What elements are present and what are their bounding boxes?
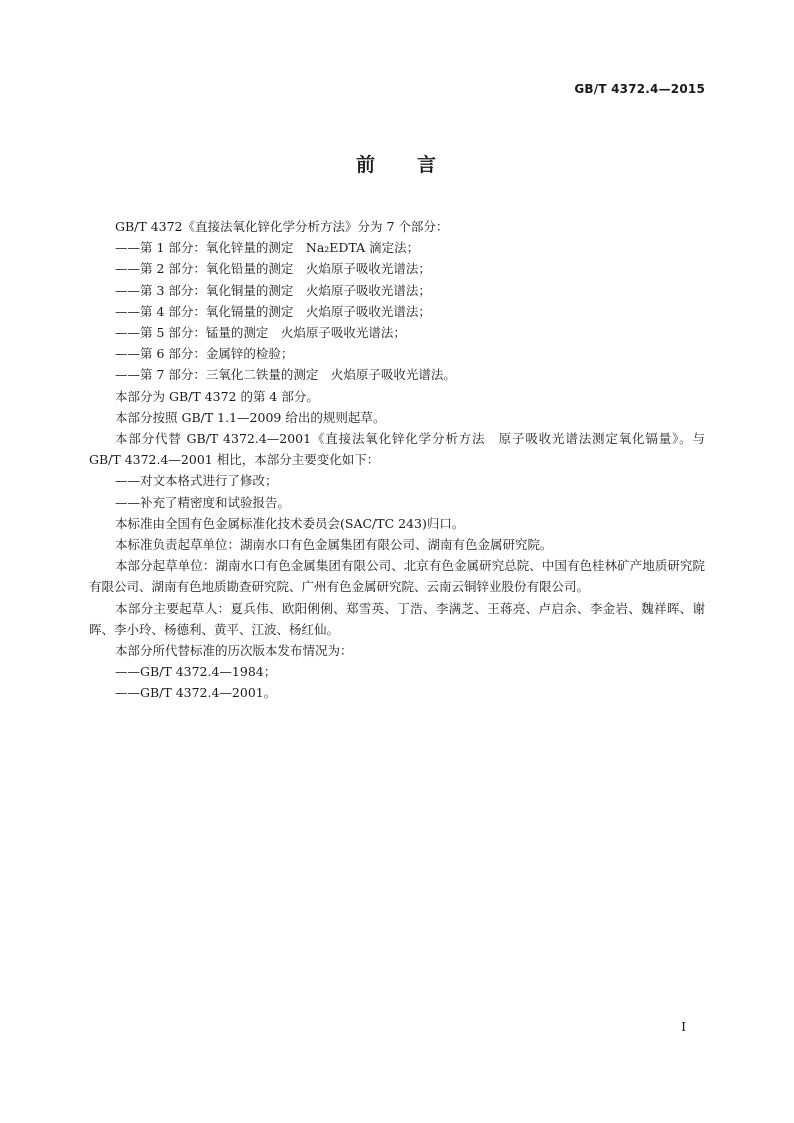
foreword-body	[89, 216, 705, 704]
part-list-item: ——第 2 部分：氧化铅量的测定 火焰原子吸收光谱法；	[115, 261, 431, 277]
drafters-paragraph: 本部分主要起草人：夏兵伟、欧阳俐俐、郑雪英、丁浩、李满芝、王蒋亮、卢启余、李金岩、魏祥晖、谢晖、李小玲、杨德利、黄平、江波、杨红仙。	[89, 600, 705, 637]
part-list-item: ——第 6 部分：金属锌的检验；	[115, 346, 294, 362]
page-number: I	[681, 1020, 686, 1034]
this-part-paragraph: 本部分为 GB/T 4372 的第 4 部分。	[115, 388, 319, 404]
part-list-item: ——第 1 部分：氧化锌量的测定 Na₂EDTA 滴定法；	[115, 240, 420, 256]
intro-paragraph: GB/T 4372《直接法氧化锌化学分析方法》分为 7 个部分：	[115, 219, 449, 234]
title-char-1: 前	[355, 154, 377, 176]
history-intro-paragraph: 本部分所代替标准的历次版本发布情况为：	[115, 643, 353, 659]
part-list-item: ——第 5 部分：锰量的测定 火焰原子吸收光谱法；	[115, 325, 406, 341]
committee-paragraph: 本标准由全国有色金属标准化技术委员会(SAC/TC 243)归口。	[115, 515, 465, 531]
drafting-rules-paragraph: 本部分按照 GB/T 1.1—2009 给出的规则起草。	[115, 409, 386, 425]
part-list-item: ——第 4 部分：氧化镉量的测定 火焰原子吸收光谱法；	[115, 303, 431, 319]
change-list-item: ——补充了精密度和试验报告。	[115, 494, 291, 510]
history-list-item: ——GB/T 4372.4—2001。	[115, 685, 277, 701]
change-list-item: ——对文本格式进行了修改；	[115, 473, 278, 489]
part-list-item: ——第 3 部分：氧化铜量的测定 火焰原子吸收光谱法；	[115, 282, 431, 298]
replaces-paragraph: 本部分代替 GB/T 4372.4—2001《直接法氧化锌化学分析方法 原子吸收光谱法测定氧化镉量》。与 GB/T 4372.4—2001 相比，本部分主要变化如下：	[89, 431, 705, 468]
history-list-item: ——GB/T 4372.4—1984；	[115, 664, 277, 680]
part-list-item: ——第 7 部分：三氧化二铁量的测定 火焰原子吸收光谱法。	[115, 367, 456, 383]
page-title	[0, 150, 794, 177]
standard-code: GB/T 4372.4—2015	[574, 82, 705, 96]
title-char-2: 言	[417, 154, 439, 176]
responsible-unit-paragraph: 本标准负责起草单位：湖南水口有色金属集团有限公司、湖南有色金属研究院。	[115, 537, 553, 553]
drafting-units-paragraph: 本部分起草单位：湖南水口有色金属集团有限公司、北京有色金属研究总院、中国有色桂林矿产地质研究院有限公司、湖南有色地质勘查研究院、广州有色金属研究院、云南云铜锌业股份有限公司。	[89, 558, 705, 595]
